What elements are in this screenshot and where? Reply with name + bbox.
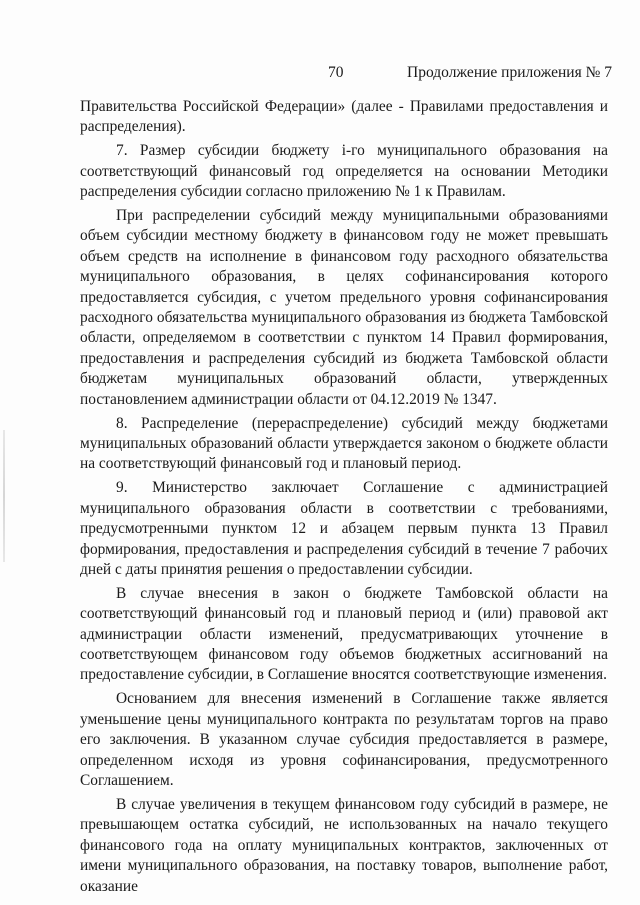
- scan-edge-mark: [3, 430, 5, 562]
- appendix-continuation-title: Продолжение приложения № 7: [407, 64, 612, 81]
- document-body: [80, 97, 608, 900]
- paragraph-continuation: Правительства Российской Федерации» (далее - Правилами предоставления и распределения).: [80, 98, 608, 136]
- paragraph-item-7: 7. Размер субсидии бюджету i-го муниципального образования на соответствующий финансовый год определяется на основании Методики распределения субсидии согласно приложению № 1 к Правилам.: [80, 142, 608, 201]
- paragraph-contract-price: Основанием для внесения изменений в Соглашение также является уменьшение цены муниципального контракта по результатам торгов на право его заключения. В указанном случае субсидия предоставляется в размере, определенном исходя из уровня софинансирования, предусмотренного Соглашением.: [80, 690, 608, 789]
- paragraph-budget-changes: В случае внесения в закон о бюджете Тамбовской области на соответствующий финансовый год и плановый период и (или) правовой акт администрации области изменений, предусматривающих уточнение в соответствующем финансовом году объемов бюджетных ассигнований на предоставление субсидии, в Соглашение вносятся соответствующие изменения.: [80, 584, 608, 684]
- page-header: [80, 64, 612, 84]
- paragraph-subsidy-increase: В случае увеличения в текущем финансовом году субсидий в размере, не превышающем остатка субсидий, не использованных на начало текущего финансового года на оплату муниципальных контрактов, заключенных от имени муниципального образования, на поставку товаров, выполнение работ, оказание: [80, 795, 608, 895]
- paragraph-subsidy-limit: При распределении субсидий между муниципальными образованиями объем субсидии местному бюджету в финансовом году не может превышать объем средств на исполнение в финансовом году расходного обязательства муниципального образования, в целях софинансирования которого предоставляется субсидия, с учетом предельного уровня софинансирования расходного обязательства муниципального образования из бюджета Тамбовской области, определяемом в соответствии с пунктом 14 Правил формирования, предоставления и распределения субсидий из бюджета Тамбовской области бюджетам муниципальных образований области, утвержденных постановлением администрации области от 04.12.2019 № 1347.: [80, 207, 608, 408]
- page-number: 70: [328, 64, 344, 81]
- paragraph-item-9: 9. Министерство заключает Соглашение с администрацией муниципального образования области в соответствии с требованиями, предусмотренными пунктом 12 и абзацем первым пункта 13 Правил формирования, предоставления и распределения субсидий в течение 7 рабочих дней с даты принятия решения о предоставлении субсидии.: [80, 479, 608, 578]
- paragraph-item-8: 8. Распределение (перераспределение) субсидий между бюджетами муниципальных образований области утверждается законом о бюджете области на соответствующий финансовый год и плановый период.: [80, 414, 608, 473]
